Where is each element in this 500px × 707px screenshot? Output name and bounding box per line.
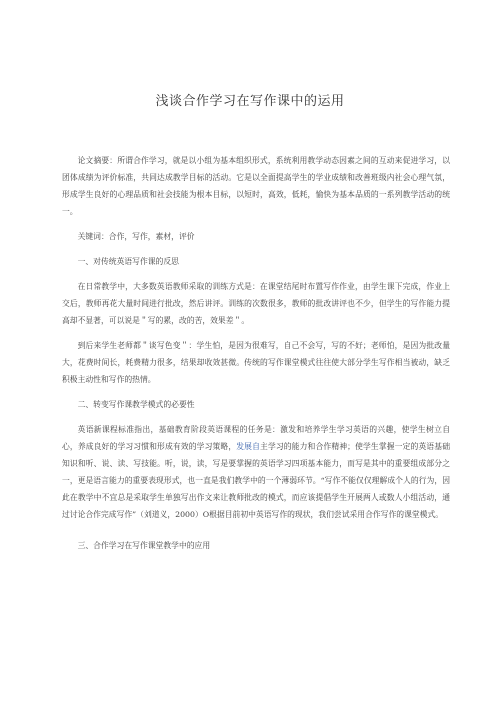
section-heading-2: 二、转变写作课教学模式的必要性 (77, 400, 195, 409)
paragraph-1: 在日常教学中，大多数英语教师采取的训练方式是：在课堂结尾时布置写作作业，由学生课下完成，作业上交后，教师再花大量时间进行批改，然后讲评。训练的次数很多，教师的批改讲评也不少，但学生的写作能力提高却不显著，可以说是＂写的累，改的苦，效果差＂。 (62, 282, 450, 325)
document-body (62, 152, 450, 562)
paragraph-3 (62, 421, 450, 523)
section-heading-1: 一、对传统英语写作课的反思 (77, 257, 179, 266)
section-heading-3: 三、合作学习在写作课堂教学中的应用 (77, 541, 211, 550)
highlighted-text: 发展自 (236, 442, 261, 451)
paragraph-2: 到后来学生老师都＂谈写色变＂：学生怕，是因为很难写，自己不会写，写的不好；老师怕，是因为批改量大，花费时间长，耗费精力很多，结果却收效甚微。传统的写作课堂模式往往使大部分学生写作相当被动，缺乏积极主动性和写作的热情。 (62, 341, 450, 384)
keywords-line: 关键词：合作，写作，素材，评价 (77, 232, 195, 241)
paragraph-3-part-a: 英语新课程标准指出，基础教育阶段英语课程的任务是：激发和培养学生学习英语的兴趣，使学生树立自心，养成良好的学习习惯和形成有效的学习策略， (62, 425, 450, 451)
page-title: 浅谈合作学习在写作课中的运用 (155, 94, 345, 109)
paragraph-3-part-b: 主学习的能力和合作精神；使学生掌握一定的英语基础知识和听、说、读、写技能。听，说，读，写是要掌握的英语学习四项基本能力，而写是其中的重要组成部分之一，更是语言能力的重要表现形式，也一直是我们教学中的一个薄弱环节。“写作不能仅仅理解成个人的行为，因此在教学中不宜总是采取学生单独写出作文来让教师批改的模式，而应该提倡学生开展两人或数人小组活动，通过讨论合作完成写作”（刘道义，2000）O根据目前初中英语写作的现状，我们尝试采用合作写作的课堂模式。 (62, 442, 451, 519)
abstract-paragraph: 论文摘要：所谓合作学习，就是以小组为基本组织形式，系统利用教学动态因素之间的互动来促进学习，以团体成绩为评价标准，共同达成教学目标的活动。它是以全面提高学生的学业成绩和改善班级内社会心理气氛，形成学生良好的心理品质和社会技能为根本目标，以短时，高效，低耗，愉快为基本品质的一系列教学活动的统一。 (62, 156, 450, 216)
